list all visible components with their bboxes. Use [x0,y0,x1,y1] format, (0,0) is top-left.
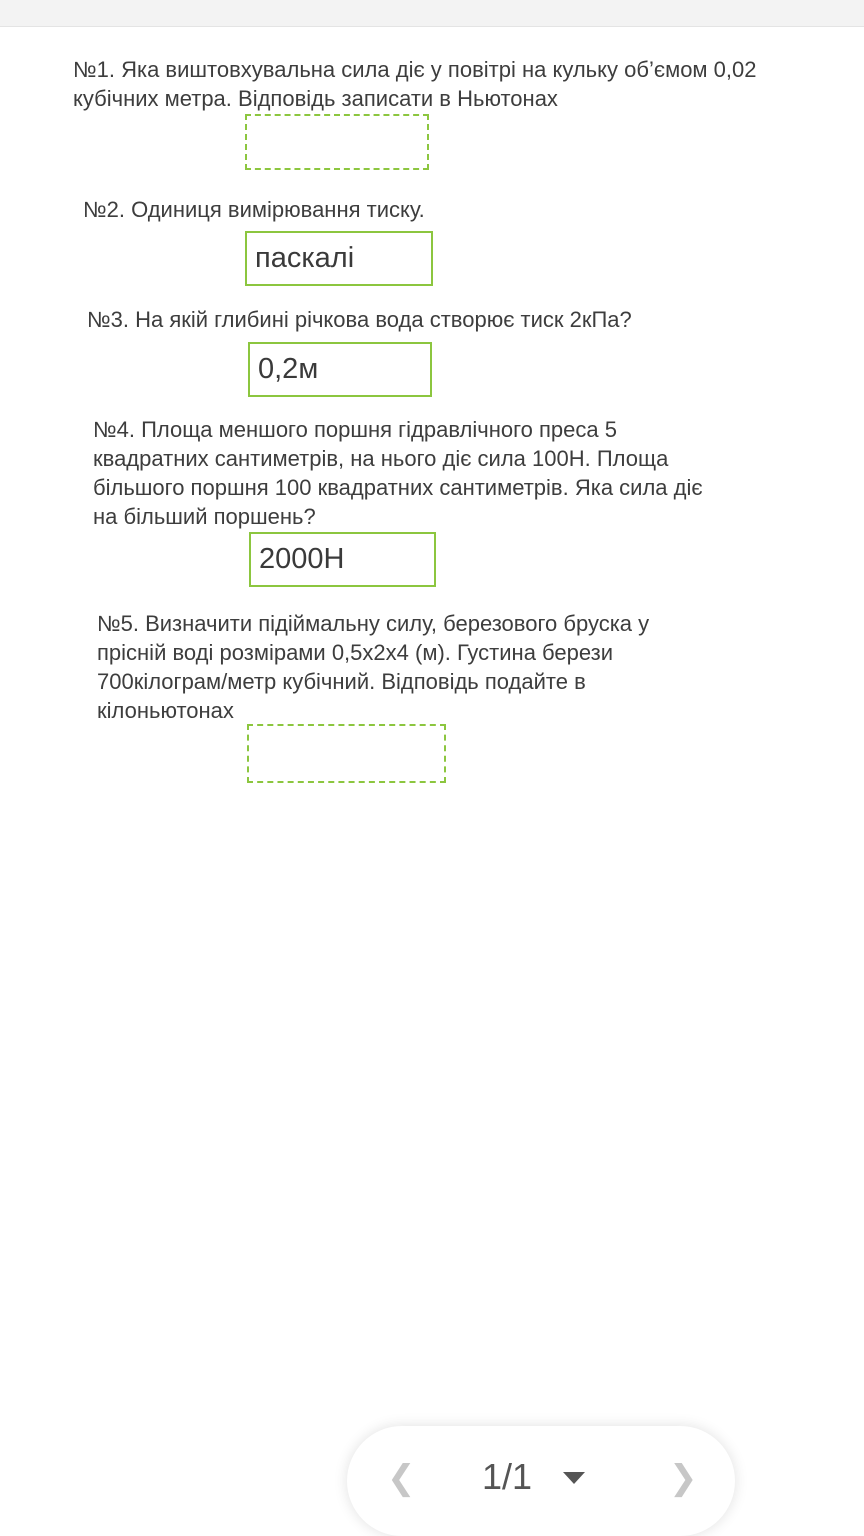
question-1-number: №1. [73,57,115,82]
question-2-text: Одиниця вимірювання тиску. [131,197,425,222]
answer-1-input[interactable] [245,114,429,170]
question-2-number: №2. [83,197,125,222]
question-1 [73,55,793,113]
question-2 [83,195,683,224]
question-4-number: №4. [93,417,135,442]
answer-3-input[interactable] [248,342,432,397]
question-4-text: Площа меншого поршня гідравлічного преса 5 квадратних сантиметрів, на нього діє сила 100Н. Площа більшого поршня 100 квадратних сантиметрів. Яка сила діє на більший поршень? [93,417,703,529]
answer-3-value: 0,2м [258,353,319,385]
chevron-left-icon[interactable]: ❮ [387,1458,416,1498]
page-navigator [347,1426,735,1536]
answer-5-input[interactable] [247,724,446,783]
question-3-number: №3. [87,307,129,332]
question-5-number: №5. [97,611,139,636]
page-indicator: 1/1 [482,1456,533,1497]
answer-2-input[interactable] [245,231,433,286]
question-1-text: Яка виштовхувальна сила діє у повітрі на кульку об’ємом 0,02 кубічних метра. Відповідь записати в Ньютонах [73,57,757,111]
question-5 [97,609,712,725]
question-5-text: Визначити підіймальну силу, березового бруска у прісній воді розмірами 0,5х2х4 (м). Густина берези 700кілограм/метр кубічний. Відповідь подайте в кілоньютонах [97,611,650,723]
answer-2-value: паскалі [255,242,355,274]
question-3 [87,305,647,334]
answer-4-input[interactable] [249,532,436,587]
question-4 [93,415,733,531]
chevron-right-icon[interactable]: ❯ [669,1458,698,1498]
caret-down-icon[interactable] [563,1472,585,1484]
question-3-text: На якій глибині річкова вода створює тиск 2кПа? [135,307,632,332]
top-bar [0,0,864,27]
answer-4-value: 2000Н [259,543,345,575]
